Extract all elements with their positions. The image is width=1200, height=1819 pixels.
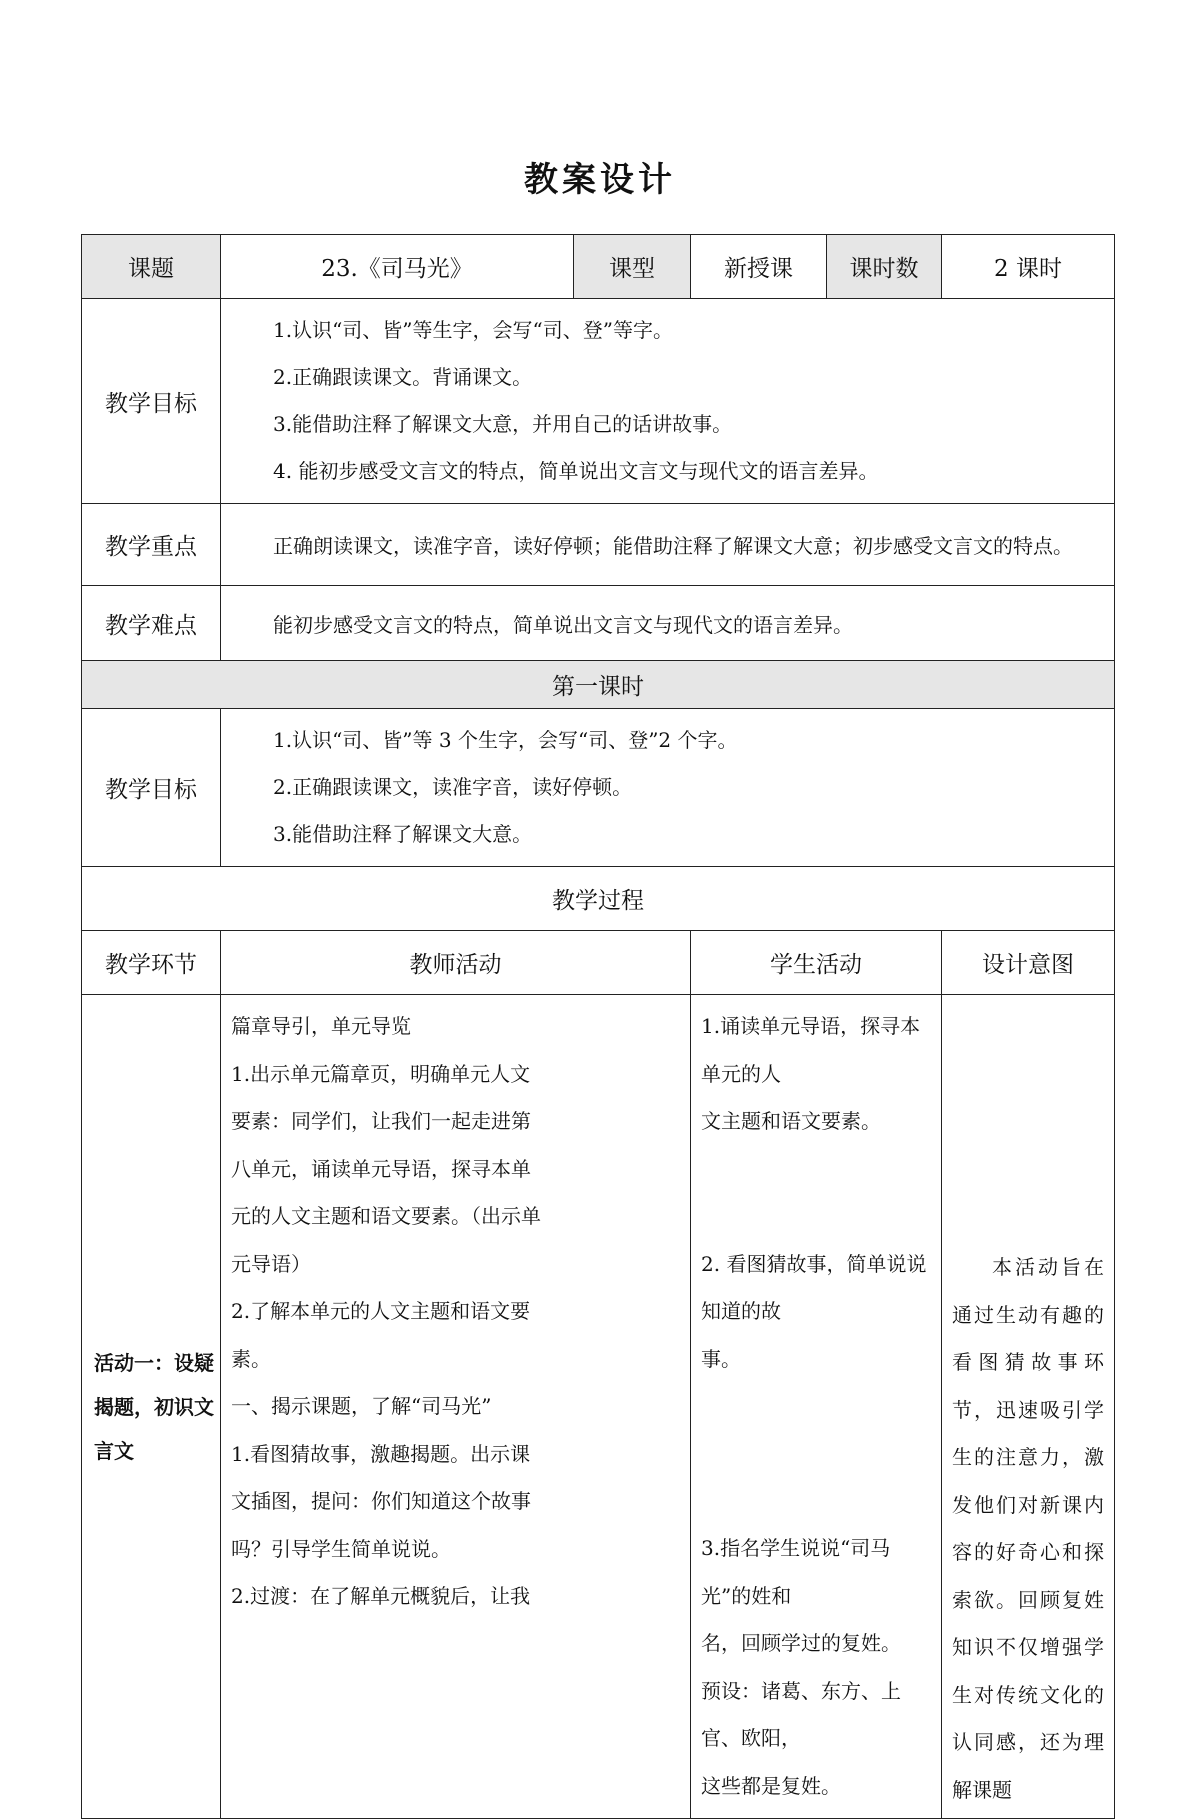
teacher-line: 1.出示单元篇章页，明确单元人文 xyxy=(231,1061,531,1086)
objectives-list xyxy=(221,299,1115,504)
column-header-teacher: 教师活动 xyxy=(221,931,691,995)
type-label: 课型 xyxy=(574,235,691,299)
teacher-line: 2.过渡：在了解单元概貌后，让我 xyxy=(231,1584,531,1608)
student-line: 1.诵读单元导语，探寻本单元的人 xyxy=(701,1014,921,1086)
lesson1-objectives-label: 教学目标 xyxy=(82,709,221,867)
teacher-line: 元的人文主题和语文要素。（出示单 xyxy=(231,1204,541,1228)
teacher-line: 篇章导引，单元导览 xyxy=(231,1014,411,1038)
student-line: 这些都是复姓。 xyxy=(701,1773,841,1798)
lesson1-heading: 第一课时 xyxy=(82,661,1115,709)
column-header-student: 学生活动 xyxy=(691,931,942,995)
activity1-name: 活动一：设疑揭题，初识文言文 xyxy=(82,995,221,1819)
column-header-intent: 设计意图 xyxy=(942,931,1115,995)
activity1-teacher xyxy=(221,995,691,1819)
teacher-line: 素。 xyxy=(231,1346,271,1371)
objectives-row xyxy=(82,299,1115,504)
teacher-line: 元导语） xyxy=(231,1251,311,1276)
student-line: 文主题和语文要素。 xyxy=(701,1109,881,1133)
student-line: 名，回顾学过的复姓。 xyxy=(701,1631,901,1655)
topic-label: 课题 xyxy=(82,235,221,299)
lesson1-heading-row xyxy=(82,661,1115,709)
objective-item: 3.能借助注释了解课文大意。 xyxy=(273,822,533,846)
teacher-line: 要素：同学们，让我们一起走进第 xyxy=(231,1109,531,1133)
process-heading: 教学过程 xyxy=(82,867,1115,931)
student-line: 3.指名学生说说“司马光”的姓和 xyxy=(701,1536,891,1608)
difficulties-row xyxy=(82,586,1115,661)
key-points-label: 教学重点 xyxy=(82,504,221,586)
objective-item: 4. 能初步感受文言文的特点，简单说出文言文与现代文的语言差异。 xyxy=(273,459,879,483)
lesson1-objectives-list xyxy=(221,709,1115,867)
objective-item: 2.正确跟读课文。背诵课文。 xyxy=(273,365,533,389)
objectives-label: 教学目标 xyxy=(82,299,221,504)
lesson1-objectives-row xyxy=(82,709,1115,867)
teacher-line: 文插图，提问：你们知道这个故事 xyxy=(231,1489,531,1513)
process-heading-row xyxy=(82,867,1115,931)
page-title: 教案设计 xyxy=(524,160,676,200)
spacer xyxy=(701,1383,931,1525)
lesson-plan-table xyxy=(81,234,1115,1819)
teacher-line: 吗？引导学生简单说说。 xyxy=(231,1536,451,1561)
student-line: 事。 xyxy=(701,1346,741,1371)
type-value: 新授课 xyxy=(691,235,827,299)
student-line: 预设：诸葛、东方、上官、欧阳， xyxy=(701,1678,901,1750)
key-points-text: 正确朗读课文，读准字音，读好停顿；能借助注释了解课文大意；初步感受文言文的特点。 xyxy=(221,504,1115,586)
activity1-student xyxy=(691,995,942,1819)
header-row xyxy=(82,235,1115,299)
objective-item: 3.能借助注释了解课文大意，并用自己的话讲故事。 xyxy=(273,412,733,436)
process-columns-row xyxy=(82,931,1115,995)
objective-item: 2.正确跟读课文，读准字音，读好停顿。 xyxy=(273,775,633,799)
teacher-line: 2.了解本单元的人文主题和语文要 xyxy=(231,1299,531,1323)
activity1-row xyxy=(82,995,1115,1819)
difficulties-label: 教学难点 xyxy=(82,586,221,661)
teacher-line: 1.看图猜故事，激趣揭题。出示课 xyxy=(231,1441,531,1466)
hours-label: 课时数 xyxy=(827,235,942,299)
teacher-line: 八单元，诵读单元导语，探寻本单 xyxy=(231,1156,531,1181)
column-header-stage: 教学环节 xyxy=(82,931,221,995)
key-points-row xyxy=(82,504,1115,586)
teacher-line: 一、揭示课题，了解“司马光” xyxy=(231,1394,492,1418)
hours-value: 2 课时 xyxy=(942,235,1115,299)
student-line: 2. 看图猜故事，简单说说知道的故 xyxy=(701,1251,927,1323)
difficulties-text: 能初步感受文言文的特点，简单说出文言文与现代文的语言差异。 xyxy=(221,586,1115,661)
objective-item: 1.认识“司、皆”等生字，会写“司、登”等字。 xyxy=(273,318,673,342)
spacer xyxy=(701,1146,931,1241)
activity1-intent: 本活动旨在通过生动有趣的看图猜故事环节，迅速吸引学生的注意力，激发他们对新课内容的好奇心和探索欲。回顾复姓知识不仅增强学生对传统文化的认同感，还为理解课题 xyxy=(942,995,1115,1819)
objective-item: 1.认识“司、皆”等 3 个生字，会写“司、登”2 个字。 xyxy=(273,728,738,752)
topic-value: 23.《司马光》 xyxy=(221,235,574,299)
